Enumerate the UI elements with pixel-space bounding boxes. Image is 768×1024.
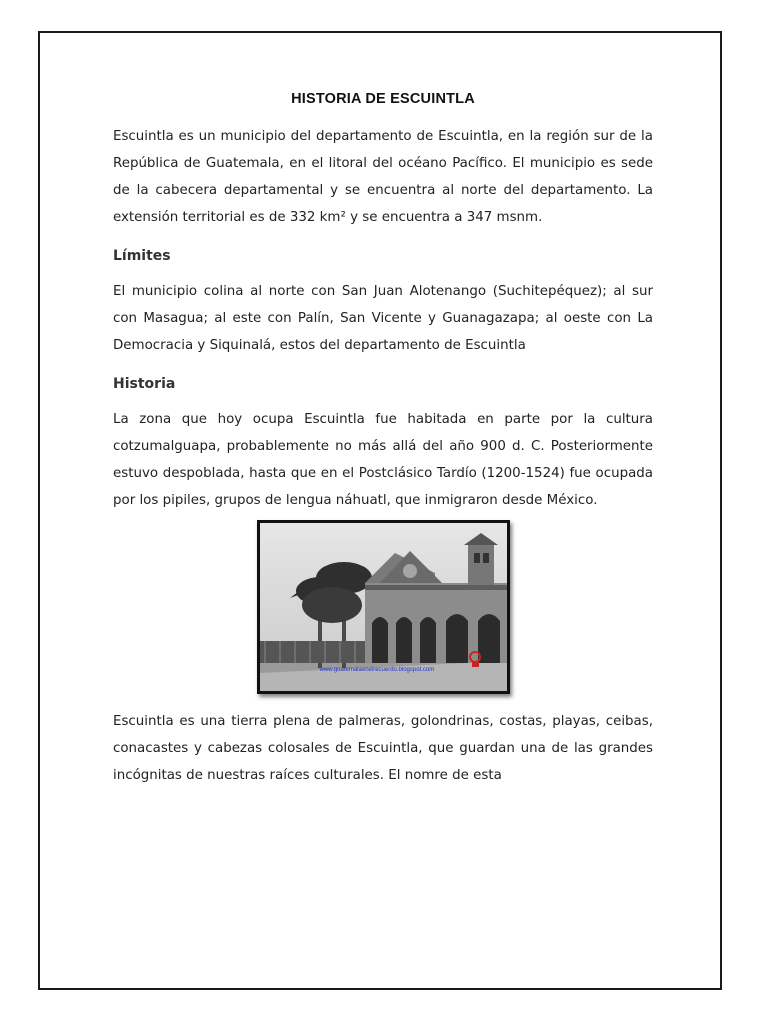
- photo-illustration: [260, 523, 507, 691]
- closing-paragraph: Escuintla es una tierra plena de palmeras, golondrinas, costas, playas, ceibas, conacastes y cabezas colosales de Escuintla, que guardan una de las grandes incógnitas de nuestras raíces culturales. El nomre de esta: [113, 714, 653, 783]
- document-title: HISTORIA DE ESCUINTLA: [291, 91, 475, 107]
- section-heading-limites: Límites: [113, 248, 171, 264]
- limites-paragraph: El municipio colina al norte con San Juan Alotenango (Suchitepéquez); al sur con Masagua; al este con Palín, San Vicente y Guanagazapa; al oeste con La Democracia y Siquinalá, estos del departamento de Escuintla: [113, 284, 653, 353]
- photo-watermark: www.guatemalaenelrecuerdo.blogspot.com: [319, 667, 435, 673]
- document-page: [38, 31, 722, 990]
- section-heading-historia: Historia: [113, 376, 176, 392]
- historia-paragraph: La zona que hoy ocupa Escuintla fue habitada en parte por la cultura cotzumalguapa, probablemente no más allá del año 900 d. C. Posteriormente estuvo despoblada, hasta que en el Postclásico Tardío (1200-1524) fue ocupada por los pipiles, grupos de lengua náhuatl, que inmigraron desde México.: [113, 412, 653, 508]
- intro-paragraph: Escuintla es un municipio del departamento de Escuintla, en la región sur de la República de Guatemala, en el litoral del océano Pacífico. El municipio es sede de la cabecera departamental y se encuentra al norte del departamento. La extensión territorial es de 332 km² y se encuentra a 347 msnm.: [113, 129, 653, 225]
- historic-building-photo: [257, 520, 510, 694]
- page-content: [113, 91, 653, 789]
